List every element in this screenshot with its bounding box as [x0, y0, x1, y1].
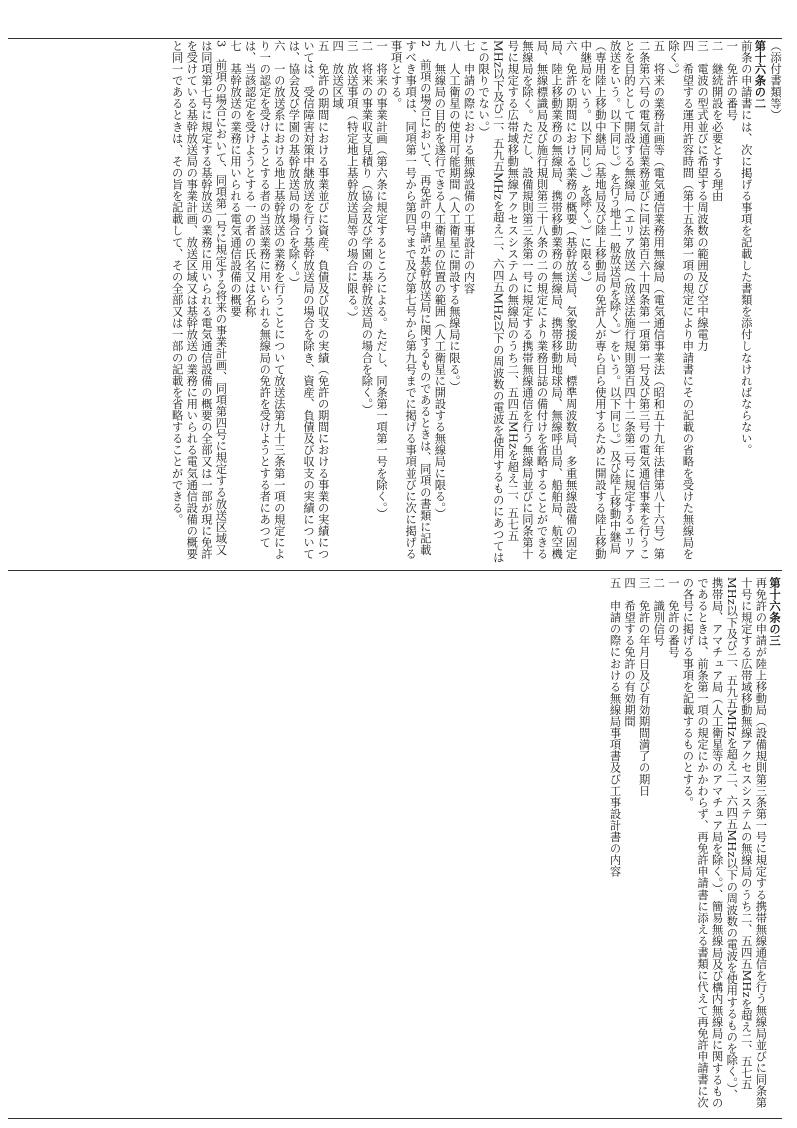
- b-item-3: 三 免許の年月日及び有効期間満了の期日: [637, 577, 651, 797]
- p2-item-1: 一 将来の事業計画（第六条に規定するところによる。ただし、同条第一項第一号を除く。）: [374, 40, 388, 520]
- p2-item-6: 六 一の放送系における地上基幹放送の業務を行うことについて放送法第九十三条第一項の規定により一の認定を受けようとする者の当該業務に用いられる無線局の免許を受けようとする者にあつては、当該認定を受けようとする一の者の氏名又は名称: [243, 40, 286, 560]
- article-heading-16-2: 第十六条の二: [753, 40, 768, 110]
- b-item-5: 五 申請の際における無線局事項書及び工事設計書の内容: [608, 577, 622, 878]
- list-item-9: 九 無線局の目的を遂行できる人工衛星の位置の範囲（人工衛星に開設する無線局に限る。）: [433, 40, 447, 520]
- b-item-1: 一 免許の番号: [666, 577, 680, 658]
- p2-item-5: 五 免許の期間における事業並びに資産、負債及び収支の実績（免許の期間における事業の実績については、受信障害対策中継放送を行う基幹放送局の場合を除き、資産、負債及び収支の実績については、協会及び学園の基幹放送局の場合を除く。）: [287, 40, 330, 560]
- article-16-2-section: [8, 40, 782, 565]
- paragraph-line: 再免許の申請が陸上移動局（設備規則第三条第一号に規定する携帯無線通信を行う無線局並びに同条第十号に規定する広帯域移動無線アクセスシステムの無線局のうち二、五四五MHzを超え二、五七五MHz以下及び二、五九五MHzを超え二、六四五MHz以下の周波数の電波を使用するものを除く。）、携帯局、アマチュア局（人工衛星等のアマチュア局を除く。）、簡易無線局及び構内無線局に関するものであるときは、前条第一項の規定にかかわらず、再免許申請書に添える書類に代えて再免許申請書に次の各号に掲げる事項を記載するものとする。: [681, 577, 768, 1109]
- list-item-5: 五 将来の業務計画等（電気通信業務用無線局（電気通信事業法（昭和五十九年法律第八十六号）第二条第六号の電気通信業務並びに同法第百六十四条第一項第一号及び第三号の電気通信事業を行うことを目的として開設する無線局（エリア放送（放送法施行規則第百四十二条第二号に規定するエリア放送をいう。以下同じ。）を行う地上一般放送局を除く。）をいう。以下同じ。）及び陸上移動中継局（専用陸上移動中継局（基地局及び陸上移動局の免許人が専ら自ら使用するために開設する陸上移動中継局をいう。以下同じ。）を除く。）に限る。）: [579, 40, 666, 560]
- list-item-3: 三 電波の型式並びに希望する周波数の範囲及び空中線電力: [696, 40, 710, 352]
- article-16-3-section: [8, 577, 782, 1112]
- b-item-2: 二 識別信号: [652, 577, 666, 647]
- bottom-rule: [8, 1118, 782, 1119]
- p2-item-3: 三 放送事項（特定地上基幹放送局等の場合に限る。）: [345, 40, 359, 324]
- paragraph-line: 前条の申請書には、次に掲げる事項を記載した書類を添付しなければならない。: [739, 40, 753, 456]
- list-item-7: 七 申請の際における無線設備の工事設計の内容: [462, 40, 476, 295]
- list-item-2: 二 継続開設を必要とする理由: [710, 40, 724, 202]
- p2-item-7: 七 基幹放送の業務に用いられる電気通信設備の概要: [229, 40, 243, 318]
- list-item-1: 一 免許の番号: [725, 40, 739, 121]
- list-item-8: 八 人工衛星の使用可能期間（人工衛星に開設する無線局に限る。）: [447, 40, 461, 393]
- section-divider: [8, 570, 782, 571]
- p2-item-2: 二 将来の事業収支見積り（協会及び学園の基幹放送局の場合を除く。）: [360, 40, 374, 416]
- article-heading-16-3: 第十六条の三: [768, 577, 782, 647]
- attachment-label: （添付書類等）: [769, 40, 782, 121]
- b-item-4: 四 希望する免許の有効期間: [623, 577, 637, 728]
- list-item-6: 六 免許の期間における業務の概要（基幹放送局、気象援助局、標準周波数局、多重無線設備の固定局、陸上移動業務の無線局、携帯移動業務の無線局、携帯移動地球局、無線呼出局、船舶局、航空機局、無線標識局及び施行規則第三十八条の二の規定により業務日誌の備付けを省略することができる無線局を除く。ただし、設備規則第三条第一号に規定する携帯無線通信を行う無線局並びに同条第十号に規定する広帯域移動無線アクセスシステムの無線局のうち二、五四五MHzを超え二、五七五MHz以下及び二、五九五MHzを超え二、六四五MHz以下の周波数の電波を使用するものにあつてはこの限りでない。）: [477, 40, 578, 564]
- p2-item-4: 四 放送区域: [331, 40, 345, 110]
- paragraph-2: 2 前項の場合において、再免許の申請が基幹放送局に関するものであるときは、同項の書類に記載すべき事項は、同項第一号から第四号まで及び第七号から第九号までに掲げる事項並びに次に掲げる事項とする。: [389, 40, 432, 560]
- top-rule: [8, 38, 782, 39]
- paragraph-3: 3 前項の場合において、同項第一号に規定する将来の事業計画、同項第四号に規定する放送区域又は同項第七号に規定する基幹放送の業務に用いられる電気通信設備の概要の全部又は一部が現に免許を受けている基幹放送局の事業計画、放送区域又は基幹放送の業務に用いられる電気通信設備の概要と同一であるときは、その旨を記載して、その全部又は一部の記載を省略することができる。: [170, 40, 228, 560]
- list-item-4: 四 希望する運用許容時間（第十五条第一項の規定により申請書にその記載の省略を受けた無線局を除く。）: [666, 40, 695, 560]
